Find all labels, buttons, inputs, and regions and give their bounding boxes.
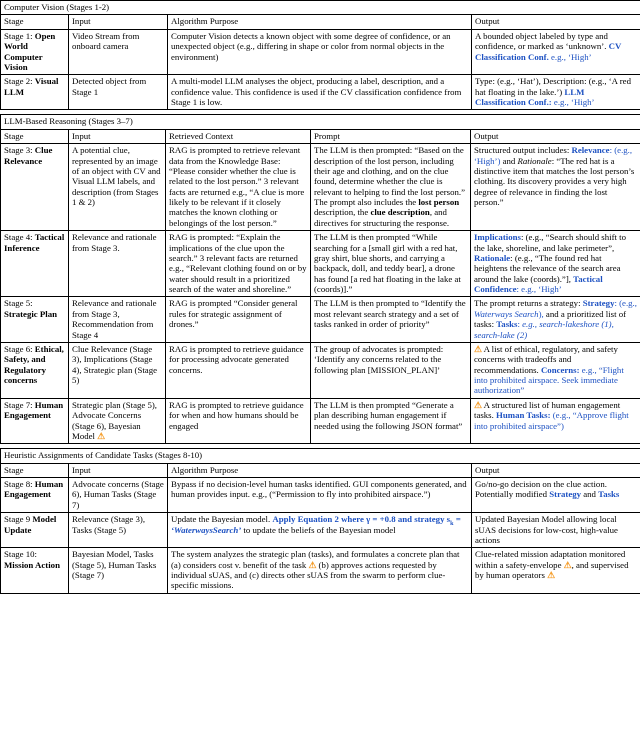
stage-2-stage <box>1 75 69 110</box>
stage-3-stage <box>1 144 69 231</box>
text-segment: Tasks <box>598 489 620 500</box>
text-segment: Type: (e.g., ‘Hat’), Description: (e.g., ‘A red hat floating in the lake.’) <box>475 76 631 97</box>
stage-6-retrieved-context <box>166 342 311 398</box>
text-segment: and <box>581 489 599 500</box>
text-segment: Rationale <box>517 155 552 166</box>
column-header-output: Output <box>472 463 640 477</box>
stage-8-output <box>472 478 640 513</box>
text-segment: Clue-related mission adaptation monitored within a safety-envelope <box>475 549 626 570</box>
text-segment: Tasks <box>496 319 518 330</box>
text-segment: k <box>450 520 454 527</box>
stage-1-output <box>472 29 640 75</box>
text-segment: A bounded object labeled by type and confidence, or marked as ‘unknown’. <box>475 30 609 52</box>
text-segment: e.g., ‘High’ <box>551 97 595 107</box>
text-segment: RAG is prompted “Consider general rules for strategic assignment of drones.” <box>169 298 298 330</box>
section-title: Computer Vision (Stages 1-2) <box>1 1 640 15</box>
text-segment: Video Stream from onboard camera <box>72 30 140 52</box>
stage-10-algorithm-purpose <box>168 548 472 594</box>
text-segment: Stage 9 <box>4 514 33 525</box>
text-segment: LLM Classification Conf.: <box>475 86 585 107</box>
stage-7-retrieved-context <box>166 398 311 444</box>
text-segment: ), <box>538 308 544 319</box>
text-segment: Relevance (Stage 3), Tasks (Stage 5) <box>72 514 146 535</box>
text-segment: Human Tasks: <box>496 410 551 421</box>
text-segment: The LLM is then prompted “Generate a plan describing human engagement if needed using the following JSON format” <box>314 399 463 431</box>
text-segment: Advocate concerns (Stage 6), Human Tasks (Stage 7) <box>72 479 164 510</box>
warning-icon: ⚠ <box>563 559 572 570</box>
table-row-stage-6 <box>1 342 640 398</box>
text-segment: (e.g., “Approve flight into prohibited airspace”) <box>474 410 629 431</box>
text-segment: Model Update <box>4 514 57 535</box>
text-segment: Stage 4: <box>4 232 35 243</box>
column-header-output: Output <box>472 15 640 29</box>
text-segment: clue description <box>370 207 430 218</box>
text-segment: : (e.g., “The found red hat heightens the relevance of the search area around the lake (coords).”], <box>474 252 621 284</box>
stage-3-retrieved-context <box>166 144 311 231</box>
text-segment: Waterways Search <box>474 308 539 319</box>
stage-9-input <box>69 513 168 548</box>
column-header-retrieved-context: Retrieved Context <box>166 129 311 143</box>
stage-6-prompt <box>311 342 471 398</box>
text-segment: Relevance and rationale from Stage 3. <box>72 232 157 253</box>
text-segment: = ‘WaterwaysSearch’ <box>171 514 461 535</box>
stage-5-stage <box>1 297 69 343</box>
stage-4-stage <box>1 231 69 297</box>
warning-icon: ⚠ <box>308 559 317 570</box>
text-segment: Update the Bayesian model. <box>171 514 273 525</box>
stage-4-prompt <box>311 231 471 297</box>
stage-4-output <box>471 231 640 297</box>
text-segment: lost person <box>418 197 460 207</box>
stage-3-input <box>69 144 166 231</box>
text-segment: Detected object from Stage 1 <box>72 76 147 97</box>
text-segment: Strategy <box>549 489 582 500</box>
text-segment: Strategic plan (Stage 5), Advocate Concerns (Stage 6), Bayesian Model <box>72 399 158 441</box>
text-segment: , and directives for structuring the response. <box>314 207 450 228</box>
text-segment: description, the <box>314 207 371 218</box>
stage-table-2 <box>0 114 640 444</box>
text-segment: Apply Equation 2 where γ = +0.8 and strategy s <box>272 514 451 525</box>
text-segment: RAG is prompted to retrieve relevant data from the Knowledge Base: “Please consider whether the clue is related to the lost person.” 3 relevant facts are returned e.g., “A clue is more likely to be relevant if it closely matches the known clothing or belongings of the lost person.” <box>169 145 305 228</box>
text-segment: : e.g., ‘High’ <box>516 284 562 294</box>
section-title: Heuristic Assignments of Candidate Tasks (Stages 8-10) <box>1 449 640 463</box>
table-row-stage-2 <box>1 75 640 110</box>
stage-10-output <box>472 548 640 594</box>
section-title: LLM-Based Reasoning (Stages 3–7) <box>1 115 640 129</box>
text-segment: Mission Action <box>4 559 60 570</box>
text-segment: (b) approves actions requested by individual sUAS, and (c) directs other sUAS from the swarm to perform clue-specific missions. <box>171 559 446 591</box>
text-segment: Relevance <box>571 145 610 156</box>
text-segment: , and supervised by human operators <box>475 559 629 580</box>
stage-5-input <box>69 297 166 343</box>
text-segment: Human Engagement <box>4 399 64 421</box>
stage-5-output <box>471 297 640 343</box>
text-segment: Tactical Inference <box>4 232 65 253</box>
stage-10-stage <box>1 548 69 594</box>
text-segment: Stage 2: <box>4 76 35 87</box>
text-segment: The LLM is then prompted to “Identify the most relevant search strategy and a set of tasks ranked in order of priority” <box>314 298 466 330</box>
text-segment: Updated Bayesian Model allowing local sUAS decisions for low-cost, high-value actions <box>475 514 618 545</box>
stage-1-algorithm-purpose <box>168 29 472 75</box>
text-segment: CV Classification Conf. <box>475 41 622 62</box>
text-segment: Bypass if no decision-level human tasks identified. GUI components generated, and human provides input. e.g., (“Permission to fly into prohibited airspace.”) <box>171 479 467 500</box>
text-segment: Clue Relevance (Stage 3), Implications (Stage 4), Strategic plan (Stage 5) <box>72 343 158 385</box>
text-segment: : <box>517 319 523 330</box>
stage-7-stage <box>1 398 69 444</box>
text-segment: Concerns: <box>540 364 580 375</box>
stage-table-3 <box>0 448 640 594</box>
text-segment: Bayesian Model, Tasks (Stage 5), Human Tasks (Stage 7) <box>72 549 157 580</box>
stage-table-1 <box>0 0 640 110</box>
warning-icon: ⚠ <box>474 399 482 410</box>
stage-4-retrieved-context <box>166 231 311 297</box>
text-segment: and <box>500 155 518 166</box>
stage-2-output <box>472 75 640 110</box>
stage-3-output <box>471 144 640 231</box>
text-segment: The prompt returns a strategy: <box>474 298 583 309</box>
text-segment: and a prioritized list of tasks: <box>474 308 627 330</box>
text-segment: A multi-model LLM analyses the object, producing a label, description, and a confidence value. This confidence is used if the CV classification confidence from Stage 1 is low. <box>171 76 462 107</box>
text-segment: Open World Computer Vision <box>4 30 56 72</box>
table-row-stage-5 <box>1 297 640 343</box>
stage-1-input <box>69 29 168 75</box>
text-segment: Structured output includes: <box>474 145 572 156</box>
text-segment: Stage 6: <box>4 343 35 354</box>
text-segment: Rationale <box>474 252 511 263</box>
text-segment: A potential clue, represented by an image of an object with CV and Visual LLM labels, and description (from Stages 1 & 2) <box>72 145 161 207</box>
column-header-output: Output <box>471 129 640 143</box>
text-segment: A list of ethical, regulatory, and safety concerns with tradeoffs and recommendations. <box>474 343 618 375</box>
stage-4-input <box>69 231 166 297</box>
text-segment: Go/no-go decision on the clue action. Potentially modified <box>475 479 607 500</box>
column-header-prompt: Prompt <box>311 129 471 143</box>
stage-6-output <box>471 342 640 398</box>
text-segment: Stage 3: <box>4 145 35 156</box>
warning-icon: ⚠ <box>97 430 106 441</box>
text-segment: Stage 8: <box>4 479 35 489</box>
column-header-stage: Stage <box>1 15 69 29</box>
stage-8-algorithm-purpose <box>168 478 472 513</box>
column-header-input: Input <box>69 463 168 477</box>
text-segment: Stage 7: <box>4 399 35 410</box>
column-header-input: Input <box>69 129 166 143</box>
text-segment: e.g., ‘High’ <box>548 51 592 62</box>
text-segment: to update the beliefs of the Bayesian model <box>241 524 396 535</box>
table-row-stage-10 <box>1 548 640 594</box>
stage-9-stage <box>1 513 69 548</box>
text-segment: : (e.g., “Search should shift to the lake, shoreline, and lake perimeter”, <box>474 232 626 253</box>
stage-10-input <box>69 548 168 594</box>
text-segment: Tactical Confidence <box>474 273 603 294</box>
warning-icon: ⚠ <box>547 570 555 580</box>
stage-7-output <box>471 398 640 444</box>
text-segment: The LLM is then prompted “While searching for a [small girl with a red hat, gray shirt, blue shorts, and carrying a backpack, doll, and teddy bear], a drone has found [a red hat floating in the lake at (coords)].” <box>314 232 461 294</box>
stage-7-prompt <box>311 398 471 444</box>
text-segment: Visual LLM <box>4 76 59 97</box>
text-segment: Ethical, Safety, and Regulatory concerns <box>4 343 64 385</box>
column-header-stage: Stage <box>1 129 69 143</box>
text-segment: The group of advocates is prompted: ‘Identify any concerns related to the following plan [MISSION_PLAN]’ <box>314 343 444 375</box>
stage-6-stage <box>1 342 69 398</box>
text-segment: Strategic Plan <box>4 308 58 319</box>
text-segment: RAG is prompted to retrieve guidance for when and how humans should be engaged <box>169 399 304 431</box>
text-segment: The system analyzes the strategic plan (tasks), and formulates a concrete plan that (a) considers cost v. benefit of the task <box>171 549 460 570</box>
stage-9-algorithm-purpose <box>168 513 472 548</box>
stage-2-algorithm-purpose <box>168 75 472 110</box>
stage-9-output <box>472 513 640 548</box>
stage-1-stage <box>1 29 69 75</box>
text-segment: Strategy <box>582 298 615 309</box>
table-row-stage-9 <box>1 513 640 548</box>
text-segment: e.g., search-lakeshore (1), search-lake (2) <box>474 319 614 340</box>
stage-2-input <box>69 75 168 110</box>
warning-icon: ⚠ <box>474 343 482 354</box>
text-segment: RAG is prompted to retrieve guidance for processing advocate generated concerns. <box>169 343 304 375</box>
table-row-stage-3 <box>1 144 640 231</box>
column-header-algorithm-purpose: Algorithm Purpose <box>168 463 472 477</box>
text-segment: Stage 10: <box>4 549 37 560</box>
table-row-stage-4 <box>1 231 640 297</box>
text-segment: : (e.g., ‘High’) <box>474 145 633 166</box>
text-segment: Computer Vision detects a known object with some degree of confidence, or an unexpected object (e.g., differing in shape or color from normal objects in the environment) <box>171 30 451 62</box>
stage-8-stage <box>1 478 69 513</box>
stage-5-prompt <box>311 297 471 343</box>
text-segment: The LLM is then prompted: “Based on the description of the lost person, including their age and clothing, and on the clue found, determine whether the clue is relevant to helping to find the lost person.” The prompt also includes the <box>314 145 465 207</box>
text-segment: Implications <box>474 232 521 243</box>
stage-8-input <box>69 478 168 513</box>
column-header-stage: Stage <box>1 463 69 477</box>
text-segment: e.g., “Flight into prohibited airspace. Seek immediate authorization” <box>474 364 624 396</box>
table-row-stage-1 <box>1 29 640 75</box>
column-header-input: Input <box>69 15 168 29</box>
text-segment: A structured list of human engagement tasks. <box>474 399 621 421</box>
text-segment: RAG is prompted: “Explain the implications of the clue upon the search.” 3 relevant facts are returned e.g., “Relevant clothing found on or by water should result in a prioritized search of the water and shoreline.” <box>169 232 307 294</box>
table-row-stage-8 <box>1 478 640 513</box>
text-segment: Clue Relevance <box>4 145 53 166</box>
text-segment: : (e.g., <box>614 298 637 309</box>
text-segment: : “The red hat is a distinctive item that matches the lost person’s clothing. Its discovery provides a very high degree of relevance in finding the lost person.” <box>474 155 635 207</box>
column-header-algorithm-purpose: Algorithm Purpose <box>168 15 472 29</box>
table-row-stage-7 <box>1 398 640 444</box>
text-segment: Stage 1: <box>4 30 35 41</box>
stage-6-input <box>69 342 166 398</box>
stage-5-retrieved-context <box>166 297 311 343</box>
text-segment: Human Engagement <box>4 479 64 500</box>
text-segment: Relevance and rationale from Stage 3, Recommendation from Stage 4 <box>72 298 157 340</box>
stage-7-input <box>69 398 166 444</box>
stage-3-prompt <box>311 144 471 231</box>
text-segment: Stage 5: <box>4 298 33 309</box>
